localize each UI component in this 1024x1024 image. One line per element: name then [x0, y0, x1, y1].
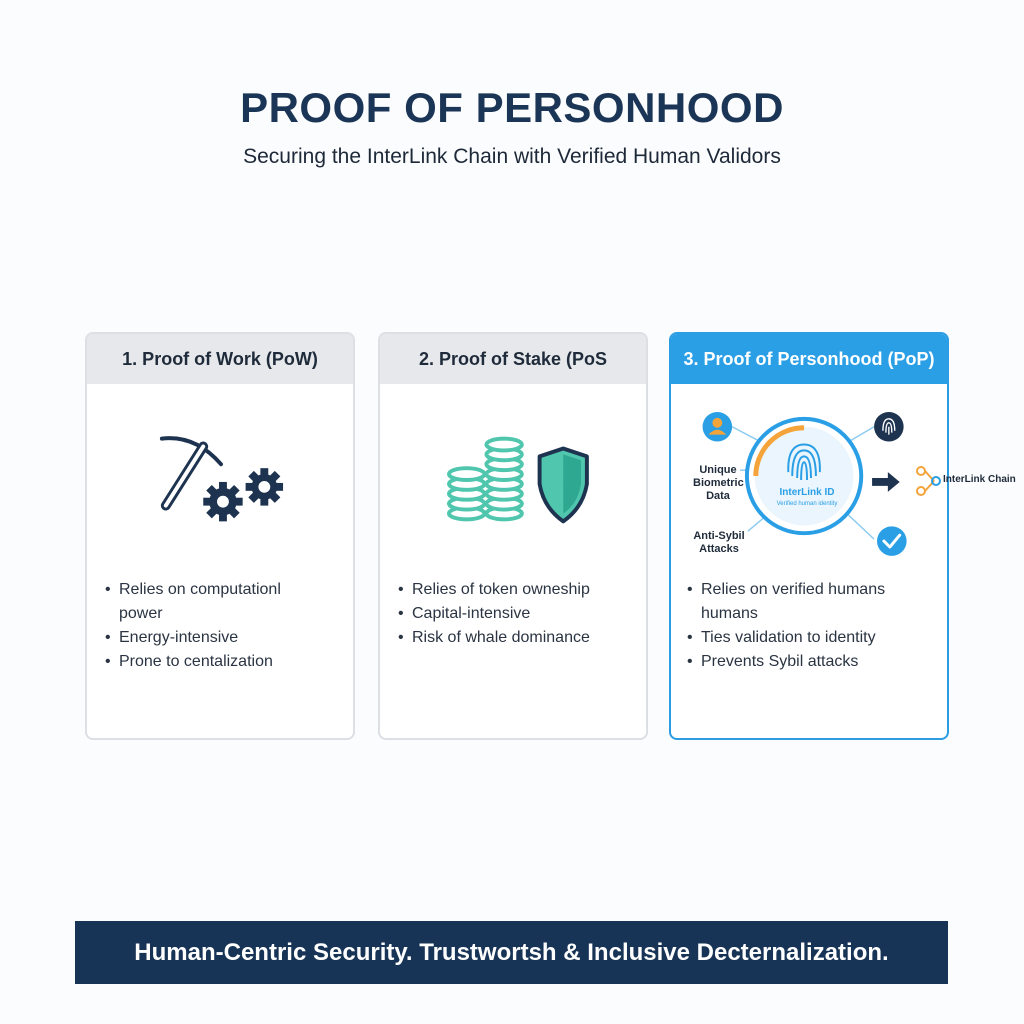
list-item: • Capital-intensive — [398, 602, 636, 626]
page-title: PROOF OF PERSONHOOD — [240, 84, 784, 131]
pos-illustration — [380, 384, 646, 574]
card-heading: 3. Proof of Personhood (PoP) — [671, 334, 947, 384]
list-item: • Prevents Sybil attacks — [687, 650, 937, 674]
footer-banner — [75, 921, 948, 984]
pow-bullet-list — [105, 578, 343, 674]
gear-icon — [246, 468, 283, 505]
shield-icon — [540, 448, 587, 523]
arrow-right-icon — [872, 472, 900, 492]
user-icon — [703, 412, 733, 442]
interlink-id-label: InterLink ID — [779, 487, 835, 498]
card-heading: 2. Proof of Stake (PoS — [380, 334, 646, 384]
interlink-id-subtitle: Verified human identity — [776, 501, 838, 507]
list-item: • Prone to centalization — [105, 650, 343, 674]
card-heading: 1. Proof of Work (PoW) — [87, 334, 353, 384]
gear-icon — [203, 482, 242, 521]
list-item: • Relies of token owneship — [398, 578, 636, 602]
interlink-chain-label: InterLink Chain — [943, 474, 1016, 485]
interlink-id-badge — [747, 419, 861, 533]
list-item: • Energy-intensive — [105, 626, 343, 650]
list-item: • Relies on verified humans humans — [687, 578, 937, 626]
list-item: • Relies on computationl power — [105, 578, 343, 626]
fingerprint-icon — [874, 412, 904, 442]
pos-bullet-list — [398, 578, 636, 650]
anti-sybil-label: Anti-Sybil Attacks — [693, 530, 745, 555]
coin-stack-icon — [449, 468, 484, 519]
pop-bullet-list — [687, 578, 937, 674]
chain-network-icon — [914, 464, 942, 498]
card-proof-of-stake — [378, 332, 648, 740]
pow-illustration — [87, 384, 353, 574]
list-item: • Risk of whale dominance — [398, 626, 636, 650]
page-subtitle: Securing the InterLink Chain with Verified Human Validors — [243, 145, 781, 168]
footer-tagline: Human-Centric Security. Trustwortsh & Inclusive Decternalization. — [134, 938, 889, 966]
coin-stack-icon — [486, 439, 521, 520]
biometric-data-label: Unique Biometric Data — [693, 464, 744, 502]
checkmark-icon — [877, 526, 907, 556]
card-proof-of-personhood — [669, 332, 949, 740]
card-proof-of-work — [85, 332, 355, 740]
list-item: • Ties validation to identity — [687, 626, 937, 650]
